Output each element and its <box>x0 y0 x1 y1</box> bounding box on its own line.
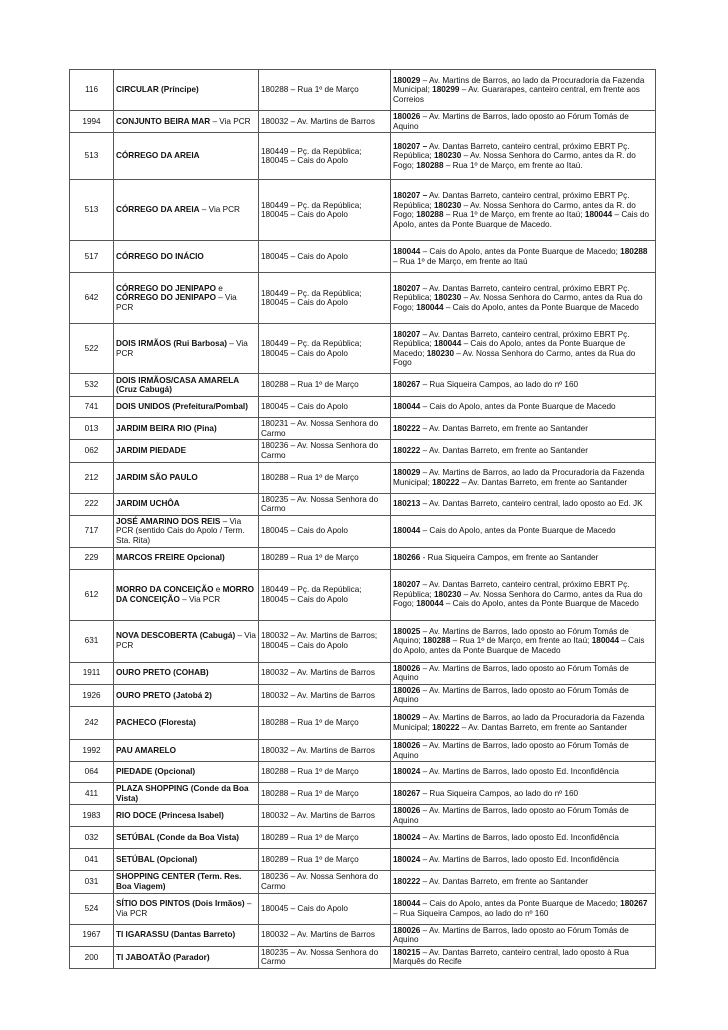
stop-bold: 180207 <box>393 283 421 293</box>
table-row <box>70 569 656 620</box>
stop-text: – Av. Martins de Barros, lado oposto ao Fórum Tomás de Aquino <box>393 925 629 945</box>
stop-bold: 180288 <box>416 210 444 220</box>
table-row <box>70 418 656 440</box>
route-name-bold: CÓRREGO DA AREIA <box>116 205 200 215</box>
table-row <box>70 871 656 893</box>
table-row <box>70 783 656 805</box>
stop-text: – Av. Nossa Senhora do Carmo, antes da Rua do Fogo <box>393 348 636 368</box>
route-number: 1911 <box>70 662 114 684</box>
stop-bold: 180044 <box>591 636 620 646</box>
stop-bold: 180024 <box>393 767 421 777</box>
stop-bold: 180026 <box>393 925 421 935</box>
stop-text: – Av. Martins de Barros, lado oposto Ed. Inconfidência <box>420 833 619 843</box>
route-number: 532 <box>70 374 114 397</box>
stop-bold: 180044 <box>393 899 421 909</box>
route-number: 717 <box>70 515 114 547</box>
route-name <box>114 273 259 324</box>
boarding-stop: 180032 – Av. Martins de Barros <box>259 684 391 706</box>
table-row <box>70 462 656 493</box>
route-name-bold: OURO PRETO (Jatobá 2) <box>116 690 212 700</box>
route-name-bold: CÓRREGO DO INÁCIO <box>116 251 204 261</box>
route-number: 1983 <box>70 805 114 827</box>
stop-text: – Cais do Apolo, antes da Ponte Buarque de Macedo. <box>393 210 650 229</box>
stop-text: – Rua Siqueira Campos, ao lado do nº 160 <box>393 908 549 918</box>
stop-text: – Av. Martins de Barros, lado oposto ao Fórum Tomás de Aquino <box>393 112 629 131</box>
stop-text: – Av. Dantas Barreto, em frente ao Santander <box>459 722 628 732</box>
boarding-stop: 180235 – Av. Nossa Senhora do Carmo <box>259 493 391 515</box>
stop-text: – Av. Nossa Senhora do Carmo, antes da Rua do Fogo; <box>393 293 643 312</box>
route-number: 062 <box>70 440 114 462</box>
route-number: 212 <box>70 462 114 493</box>
stop-text: – Av. Dantas Barreto, canteiro central, lado oposto à Rua Marquês do Recife <box>393 947 629 967</box>
alighting-stops <box>391 241 656 273</box>
route-name-bold: CIRCULAR (Príncipe) <box>116 85 199 95</box>
route-name <box>114 180 259 241</box>
route-name-bold: PACHECO (Floresta) <box>116 718 196 728</box>
stop-bold: 180230 <box>433 200 462 210</box>
table-row <box>70 924 656 946</box>
route-number: 1926 <box>70 684 114 706</box>
alighting-stops <box>391 871 656 893</box>
route-number: 064 <box>70 762 114 783</box>
route-name <box>114 684 259 706</box>
table-row <box>70 762 656 783</box>
stop-text: Av. Dantas Barreto, canteiro central, próximo EBRT Pç. República; <box>393 141 630 161</box>
alighting-stops <box>391 739 656 761</box>
route-number: 631 <box>70 620 114 662</box>
route-name-text: e <box>215 283 223 293</box>
route-name <box>114 397 259 418</box>
stop-text: – Rua 1º de Março, em frente ao Itaú; <box>443 210 585 220</box>
route-number: 229 <box>70 547 114 569</box>
stop-bold: 180024 <box>393 833 421 843</box>
bus-routes-table <box>69 69 656 969</box>
stop-bold: 180215 <box>393 947 421 957</box>
route-number: 031 <box>70 871 114 893</box>
stop-text: – Cais do Apolo, antes da Ponte Buarque de Macedo; <box>420 899 621 909</box>
route-name-bold: TI JABOATÃO (Parador) <box>116 952 210 962</box>
route-name <box>114 620 259 662</box>
stop-text: – Cais do Apolo, antes da Ponte Buarque de Macedo; <box>393 339 626 358</box>
table-row <box>70 493 656 515</box>
boarding-stop: 180449 – Pç. da República; 180045 – Cais do Apolo <box>259 133 391 180</box>
alighting-stops <box>391 418 656 440</box>
stop-text: – Av. Guararapes, canteiro central, em frente aos Correios <box>393 85 640 104</box>
routes-table-body <box>70 70 656 969</box>
route-name-text: – Via PCR <box>116 899 252 918</box>
stop-text: – Cais do Apolo, antes da Ponte Buarque de Macedo <box>443 599 639 609</box>
table-row <box>70 893 656 924</box>
route-name <box>114 849 259 871</box>
alighting-stops <box>391 547 656 569</box>
route-name-bold: JARDIM PIEDADE <box>116 446 187 456</box>
alighting-stops <box>391 924 656 946</box>
stop-text: – Cais do Apolo, antes da Ponte Buarque de Macedo; <box>420 247 621 257</box>
route-name <box>114 827 259 849</box>
stop-bold: 180288 <box>416 160 444 170</box>
route-name-bold: DOIS UNIDOS (Prefeitura/Pombal) <box>116 402 248 412</box>
boarding-stop: 180236 – Av. Nossa Senhora do Carmo <box>259 871 391 893</box>
alighting-stops <box>391 620 656 662</box>
alighting-stops <box>391 133 656 180</box>
route-name <box>114 706 259 739</box>
route-number: 612 <box>70 569 114 620</box>
route-name-bold: SÍTIO DOS PINTOS (Dois Irmãos) <box>116 899 245 909</box>
route-name-text: e <box>213 584 223 594</box>
table-row <box>70 662 656 684</box>
route-name <box>114 133 259 180</box>
route-name-text: – Via PCR <box>210 116 251 126</box>
boarding-stop: 180032 – Av. Martins de Barros <box>259 662 391 684</box>
alighting-stops <box>391 493 656 515</box>
route-name-bold: DOIS IRMÃOS/CASA AMARELA (Cruz Cabugá) <box>116 375 239 395</box>
stop-bold: 180207 – <box>393 141 428 151</box>
stop-bold: 180026 <box>393 740 421 750</box>
route-name <box>114 111 259 133</box>
stop-bold: 180025 <box>393 626 421 636</box>
boarding-stop: 180032 – Av. Martins de Barros <box>259 111 391 133</box>
boarding-stop: 180288 – Rua 1º de Março <box>259 462 391 493</box>
stop-text: – Av. Martins de Barros, lado oposto ao Fórum Tomás de Aquino <box>393 663 629 683</box>
alighting-stops <box>391 662 656 684</box>
route-name <box>114 324 259 374</box>
table-row <box>70 180 656 241</box>
table-row <box>70 706 656 739</box>
stop-text: – Cais do Apolo, antes da Ponte Buarque de Macedo <box>393 636 645 655</box>
alighting-stops <box>391 827 656 849</box>
stop-bold: 180266 <box>393 553 421 563</box>
stop-text: – Av. Martins de Barros, lado oposto ao Fórum Tomás de Aquino <box>393 806 629 825</box>
route-name-bold: CÓRREGO DO JENIPAPO <box>116 283 216 293</box>
route-name <box>114 374 259 397</box>
stop-bold: 180230 <box>433 293 462 303</box>
route-number: 524 <box>70 893 114 924</box>
route-name <box>114 805 259 827</box>
alighting-stops <box>391 324 656 374</box>
route-name <box>114 893 259 924</box>
stop-bold: 180029 <box>393 467 421 477</box>
table-row <box>70 515 656 547</box>
boarding-stop: 180449 – Pç. da República; 180045 – Cais do Apolo <box>259 569 391 620</box>
stop-text: – Av. Dantas Barreto, canteiro central, próximo EBRT Pç. República; <box>393 283 630 303</box>
alighting-stops <box>391 273 656 324</box>
route-name <box>114 493 259 515</box>
table-row <box>70 324 656 374</box>
boarding-stop: 180032 – Av. Martins de Barros <box>259 924 391 946</box>
route-name-text: – Via PCR <box>116 631 256 651</box>
stop-bold: 180288 <box>620 247 648 257</box>
stop-bold: 180288 <box>423 636 451 646</box>
route-name <box>114 762 259 783</box>
route-name <box>114 569 259 620</box>
route-name <box>114 783 259 805</box>
stop-bold: 180222 <box>393 446 421 456</box>
boarding-stop: 180289 – Rua 1º de Março <box>259 849 391 871</box>
stop-text: – Av. Martins de Barros, lado oposto Ed. Inconfidência <box>420 855 619 865</box>
alighting-stops <box>391 783 656 805</box>
route-name-bold: JARDIM SÃO PAULO <box>116 472 198 482</box>
route-name <box>114 662 259 684</box>
table-row <box>70 739 656 761</box>
route-name <box>114 946 259 968</box>
boarding-stop: 180231 – Av. Nossa Senhora do Carmo <box>259 418 391 440</box>
table-row <box>70 440 656 462</box>
stop-text: – Av. Martins de Barros, lado oposto Ed. Inconfidência <box>420 767 619 777</box>
stop-bold: 180207 <box>393 329 421 339</box>
route-number: 1992 <box>70 739 114 761</box>
boarding-stop: 180032 – Av. Martins de Barros; 180045 – Cais do Apolo <box>259 620 391 662</box>
boarding-stop: 180289 – Rua 1º de Março <box>259 827 391 849</box>
table-row <box>70 273 656 324</box>
stop-text: – Cais do Apolo, antes da Ponte Buarque de Macedo <box>420 526 616 536</box>
boarding-stop: 180235 – Av. Nossa Senhora do Carmo <box>259 946 391 968</box>
alighting-stops <box>391 462 656 493</box>
stop-bold: 180230 <box>426 348 455 358</box>
stop-bold: 180222 <box>393 423 421 433</box>
stop-text: – Av. Dantas Barreto, em frente ao Santander <box>420 423 588 433</box>
stop-text: – Av. Martins de Barros, ao lado da Procuradoria da Fazenda Municipal; <box>393 467 645 487</box>
table-row <box>70 946 656 968</box>
stop-bold: 180207 – <box>393 191 428 200</box>
stop-text: – Cais do Apolo, antes da Ponte Buarque de Macedo <box>443 302 639 312</box>
boarding-stop: 180032 – Av. Martins de Barros <box>259 739 391 761</box>
table-row <box>70 374 656 397</box>
stop-text: – Av. Nossa Senhora do Carmo, antes da Rua do Fogo; <box>393 589 643 609</box>
alighting-stops <box>391 70 656 111</box>
route-number: 222 <box>70 493 114 515</box>
stop-text: - Rua Siqueira Campos, em frente ao Santander <box>420 553 599 563</box>
table-row <box>70 620 656 662</box>
stop-bold: 180213 <box>393 499 421 509</box>
stop-bold: 180044 <box>584 210 613 220</box>
stop-bold: 180222 <box>432 477 460 487</box>
route-name <box>114 739 259 761</box>
route-number: 517 <box>70 241 114 273</box>
table-row <box>70 70 656 111</box>
boarding-stop: 180045 – Cais do Apolo <box>259 241 391 273</box>
stop-text: – Av. Nossa Senhora do Carmo, antes da R. do Fogo; <box>393 200 636 220</box>
stop-text: – Av. Dantas Barreto, canteiro central, próximo EBRT Pç. República; <box>393 329 630 349</box>
route-name-bold: JARDIM UCHÔA <box>116 499 180 509</box>
route-name <box>114 70 259 111</box>
route-number: 242 <box>70 706 114 739</box>
table-row <box>70 827 656 849</box>
stop-text: Av. Dantas Barreto, canteiro central, próximo EBRT Pç. República; <box>393 191 630 210</box>
route-name <box>114 440 259 462</box>
stop-bold: 180222 <box>393 877 421 887</box>
alighting-stops <box>391 397 656 418</box>
route-name <box>114 871 259 893</box>
stop-bold: 180029 <box>393 75 421 85</box>
stop-text: – Av. Nossa Senhora do Carmo, antes da R. do Fogo; <box>393 151 636 170</box>
stop-bold: 180044 <box>393 526 421 536</box>
stop-text: – Av. Dantas Barreto, em frente ao Santander <box>459 477 628 487</box>
boarding-stop: 180032 – Av. Martins de Barros <box>259 805 391 827</box>
boarding-stop: 180288 – Rua 1º de Março <box>259 783 391 805</box>
stop-bold: 180267 <box>393 788 421 798</box>
boarding-stop: 180449 – Pç. da República; 180045 – Cais do Apolo <box>259 273 391 324</box>
table-row <box>70 805 656 827</box>
table-row <box>70 849 656 871</box>
table-row <box>70 684 656 706</box>
route-name <box>114 418 259 440</box>
stop-text: – Av. Martins de Barros, lado oposto ao Fórum Tomás de Aquino <box>393 685 629 705</box>
boarding-stop: 180045 – Cais do Apolo <box>259 397 391 418</box>
route-name-bold: SHOPPING CENTER (Term. Res. Boa Viagem) <box>116 872 242 892</box>
alighting-stops <box>391 111 656 133</box>
stop-bold: 180029 <box>393 713 421 723</box>
route-name-text: – Via PCR (sentido Cais do Apolo / Term. Sta. Rita) <box>116 516 245 545</box>
stop-bold: 180044 <box>416 599 444 609</box>
route-name-bold: JARDIM BEIRA RIO (Pina) <box>116 423 217 433</box>
table-row <box>70 241 656 273</box>
stop-bold: 180026 <box>393 663 421 673</box>
stop-bold: 180026 <box>393 685 421 695</box>
alighting-stops <box>391 180 656 241</box>
route-name-bold: JOSÉ AMARINO DOS REIS <box>116 516 221 526</box>
route-name-bold: MORRO DA CONCEIÇÃO <box>116 584 254 604</box>
boarding-stop: 180449 – Pç. da República; 180045 – Cais do Apolo <box>259 180 391 241</box>
route-name-text: – Via PCR <box>116 339 248 358</box>
route-name-bold: MARCOS FREIRE Opcional) <box>116 553 225 563</box>
route-name-bold: NOVA DESCOBERTA (Cabugá) <box>116 631 236 641</box>
stop-bold: 180230 <box>433 589 462 599</box>
route-number: 1967 <box>70 924 114 946</box>
stop-bold: 180207 <box>393 580 421 590</box>
boarding-stop: 180288 – Rua 1º de Março <box>259 374 391 397</box>
stop-text: – Av. Dantas Barreto, canteiro central, próximo EBRT Pç. República; <box>393 580 630 599</box>
route-name <box>114 547 259 569</box>
route-name-bold: PIEDADE (Opcional) <box>116 767 196 777</box>
alighting-stops <box>391 440 656 462</box>
stop-text: – Av. Dantas Barreto, em frente ao Santander <box>420 446 588 456</box>
route-number: 411 <box>70 783 114 805</box>
route-name-bold: SETÚBAL (Opcional) <box>116 855 198 865</box>
stop-text: – Av. Dantas Barreto, em frente ao Santander <box>420 877 588 887</box>
route-name-bold: CONJUNTO BEIRA MAR <box>116 116 211 126</box>
route-name-bold: CÓRREGO DO JENIPAPO <box>116 293 216 303</box>
route-name-bold: SETÚBAL (Conde da Boa Vista) <box>116 833 239 843</box>
stop-bold: 180026 <box>393 806 421 816</box>
route-name-text: – Via PCR <box>179 594 221 604</box>
boarding-stop: 180449 – Pç. da República; 180045 – Cais do Apolo <box>259 324 391 374</box>
route-number: 642 <box>70 273 114 324</box>
boarding-stop: 180288 – Rua 1º de Março <box>259 762 391 783</box>
route-name-text: – Via PCR <box>199 205 240 215</box>
route-name-bold: MORRO DA CONCEIÇÃO <box>116 584 214 594</box>
table-row <box>70 111 656 133</box>
route-number: 013 <box>70 418 114 440</box>
route-name-text: – Via PCR <box>116 293 237 312</box>
route-name-bold: RIO DOCE (Princesa Isabel) <box>116 811 224 821</box>
stop-text: – Av. Martins de Barros, ao lado da Procuradoria da Fazenda Municipal; <box>393 75 645 95</box>
route-number: 041 <box>70 849 114 871</box>
stop-text: – Av. Martins de Barros, lado oposto ao Fórum Tomás de Aquino <box>393 740 629 760</box>
route-name-bold: OURO PRETO (COHAB) <box>116 668 209 678</box>
route-name <box>114 924 259 946</box>
stop-bold: 180267 <box>393 380 421 390</box>
route-number: 741 <box>70 397 114 418</box>
route-number: 200 <box>70 946 114 968</box>
stop-text: – Av. Martins de Barros, lado oposto ao Fórum Tomás de Aquino; <box>393 626 629 646</box>
table-row <box>70 397 656 418</box>
route-number: 1994 <box>70 111 114 133</box>
stop-text: – Av. Martins de Barros, ao lado da Procuradoria da Fazenda Municipal; <box>393 713 645 732</box>
route-name-bold: TI IGARASSU (Dantas Barreto) <box>116 930 236 940</box>
boarding-stop: 180288 – Rua 1º de Março <box>259 706 391 739</box>
alighting-stops <box>391 946 656 968</box>
route-name <box>114 462 259 493</box>
alighting-stops <box>391 893 656 924</box>
stop-bold: 180044 <box>393 247 421 257</box>
alighting-stops <box>391 762 656 783</box>
stop-bold: 180044 <box>433 339 462 349</box>
stop-bold: 180222 <box>432 722 460 732</box>
stop-bold: 180299 <box>432 85 460 95</box>
alighting-stops <box>391 849 656 871</box>
boarding-stop: 180236 – Av. Nossa Senhora do Carmo <box>259 440 391 462</box>
alighting-stops <box>391 684 656 706</box>
stop-text: – Av. Dantas Barreto, canteiro central, lado oposto ao Ed. JK <box>420 499 643 509</box>
route-name-bold: CÓRREGO DA AREIA <box>116 151 200 161</box>
boarding-stop: 180045 – Cais do Apolo <box>259 893 391 924</box>
stop-bold: 180044 <box>416 302 444 312</box>
stop-text: – Rua 1º de Março, em frente ao Itaú; <box>450 636 592 646</box>
stop-bold: 180024 <box>393 855 421 865</box>
stop-text: – Rua Siqueira Campos, ao lado do nº 160 <box>420 380 579 390</box>
stop-bold: 180230 <box>433 151 462 161</box>
boarding-stop: 180045 – Cais do Apolo <box>259 515 391 547</box>
alighting-stops <box>391 706 656 739</box>
alighting-stops <box>391 569 656 620</box>
stop-bold: 180044 <box>393 402 421 412</box>
route-name-bold: DOIS IRMÃOS (Rui Barbosa) <box>116 339 227 349</box>
table-row <box>70 547 656 569</box>
route-number: 032 <box>70 827 114 849</box>
alighting-stops <box>391 805 656 827</box>
stop-text: – Rua 1º de Março, em frente ao Itaú <box>393 256 528 266</box>
route-number: 522 <box>70 324 114 374</box>
stop-bold: 180026 <box>393 112 421 121</box>
stop-text: – Rua 1º de Março, em frente ao Itaú. <box>443 160 583 170</box>
route-name <box>114 515 259 547</box>
route-number: 513 <box>70 133 114 180</box>
stop-text: – Rua Siqueira Campos, ao lado do nº 160 <box>420 788 579 798</box>
route-name-bold: PLAZA SHOPPING (Conde da Boa Vista) <box>116 784 249 803</box>
boarding-stop: 180289 – Rua 1º de Março <box>259 547 391 569</box>
stop-bold: 180267 <box>620 899 648 909</box>
stop-text: – Cais do Apolo, antes da Ponte Buarque de Macedo <box>420 402 616 412</box>
route-number: 513 <box>70 180 114 241</box>
route-number: 116 <box>70 70 114 111</box>
boarding-stop: 180288 – Rua 1º de Março <box>259 70 391 111</box>
alighting-stops <box>391 374 656 397</box>
alighting-stops <box>391 515 656 547</box>
route-name-bold: PAU AMARELO <box>116 745 177 755</box>
table-row <box>70 133 656 180</box>
route-name <box>114 241 259 273</box>
